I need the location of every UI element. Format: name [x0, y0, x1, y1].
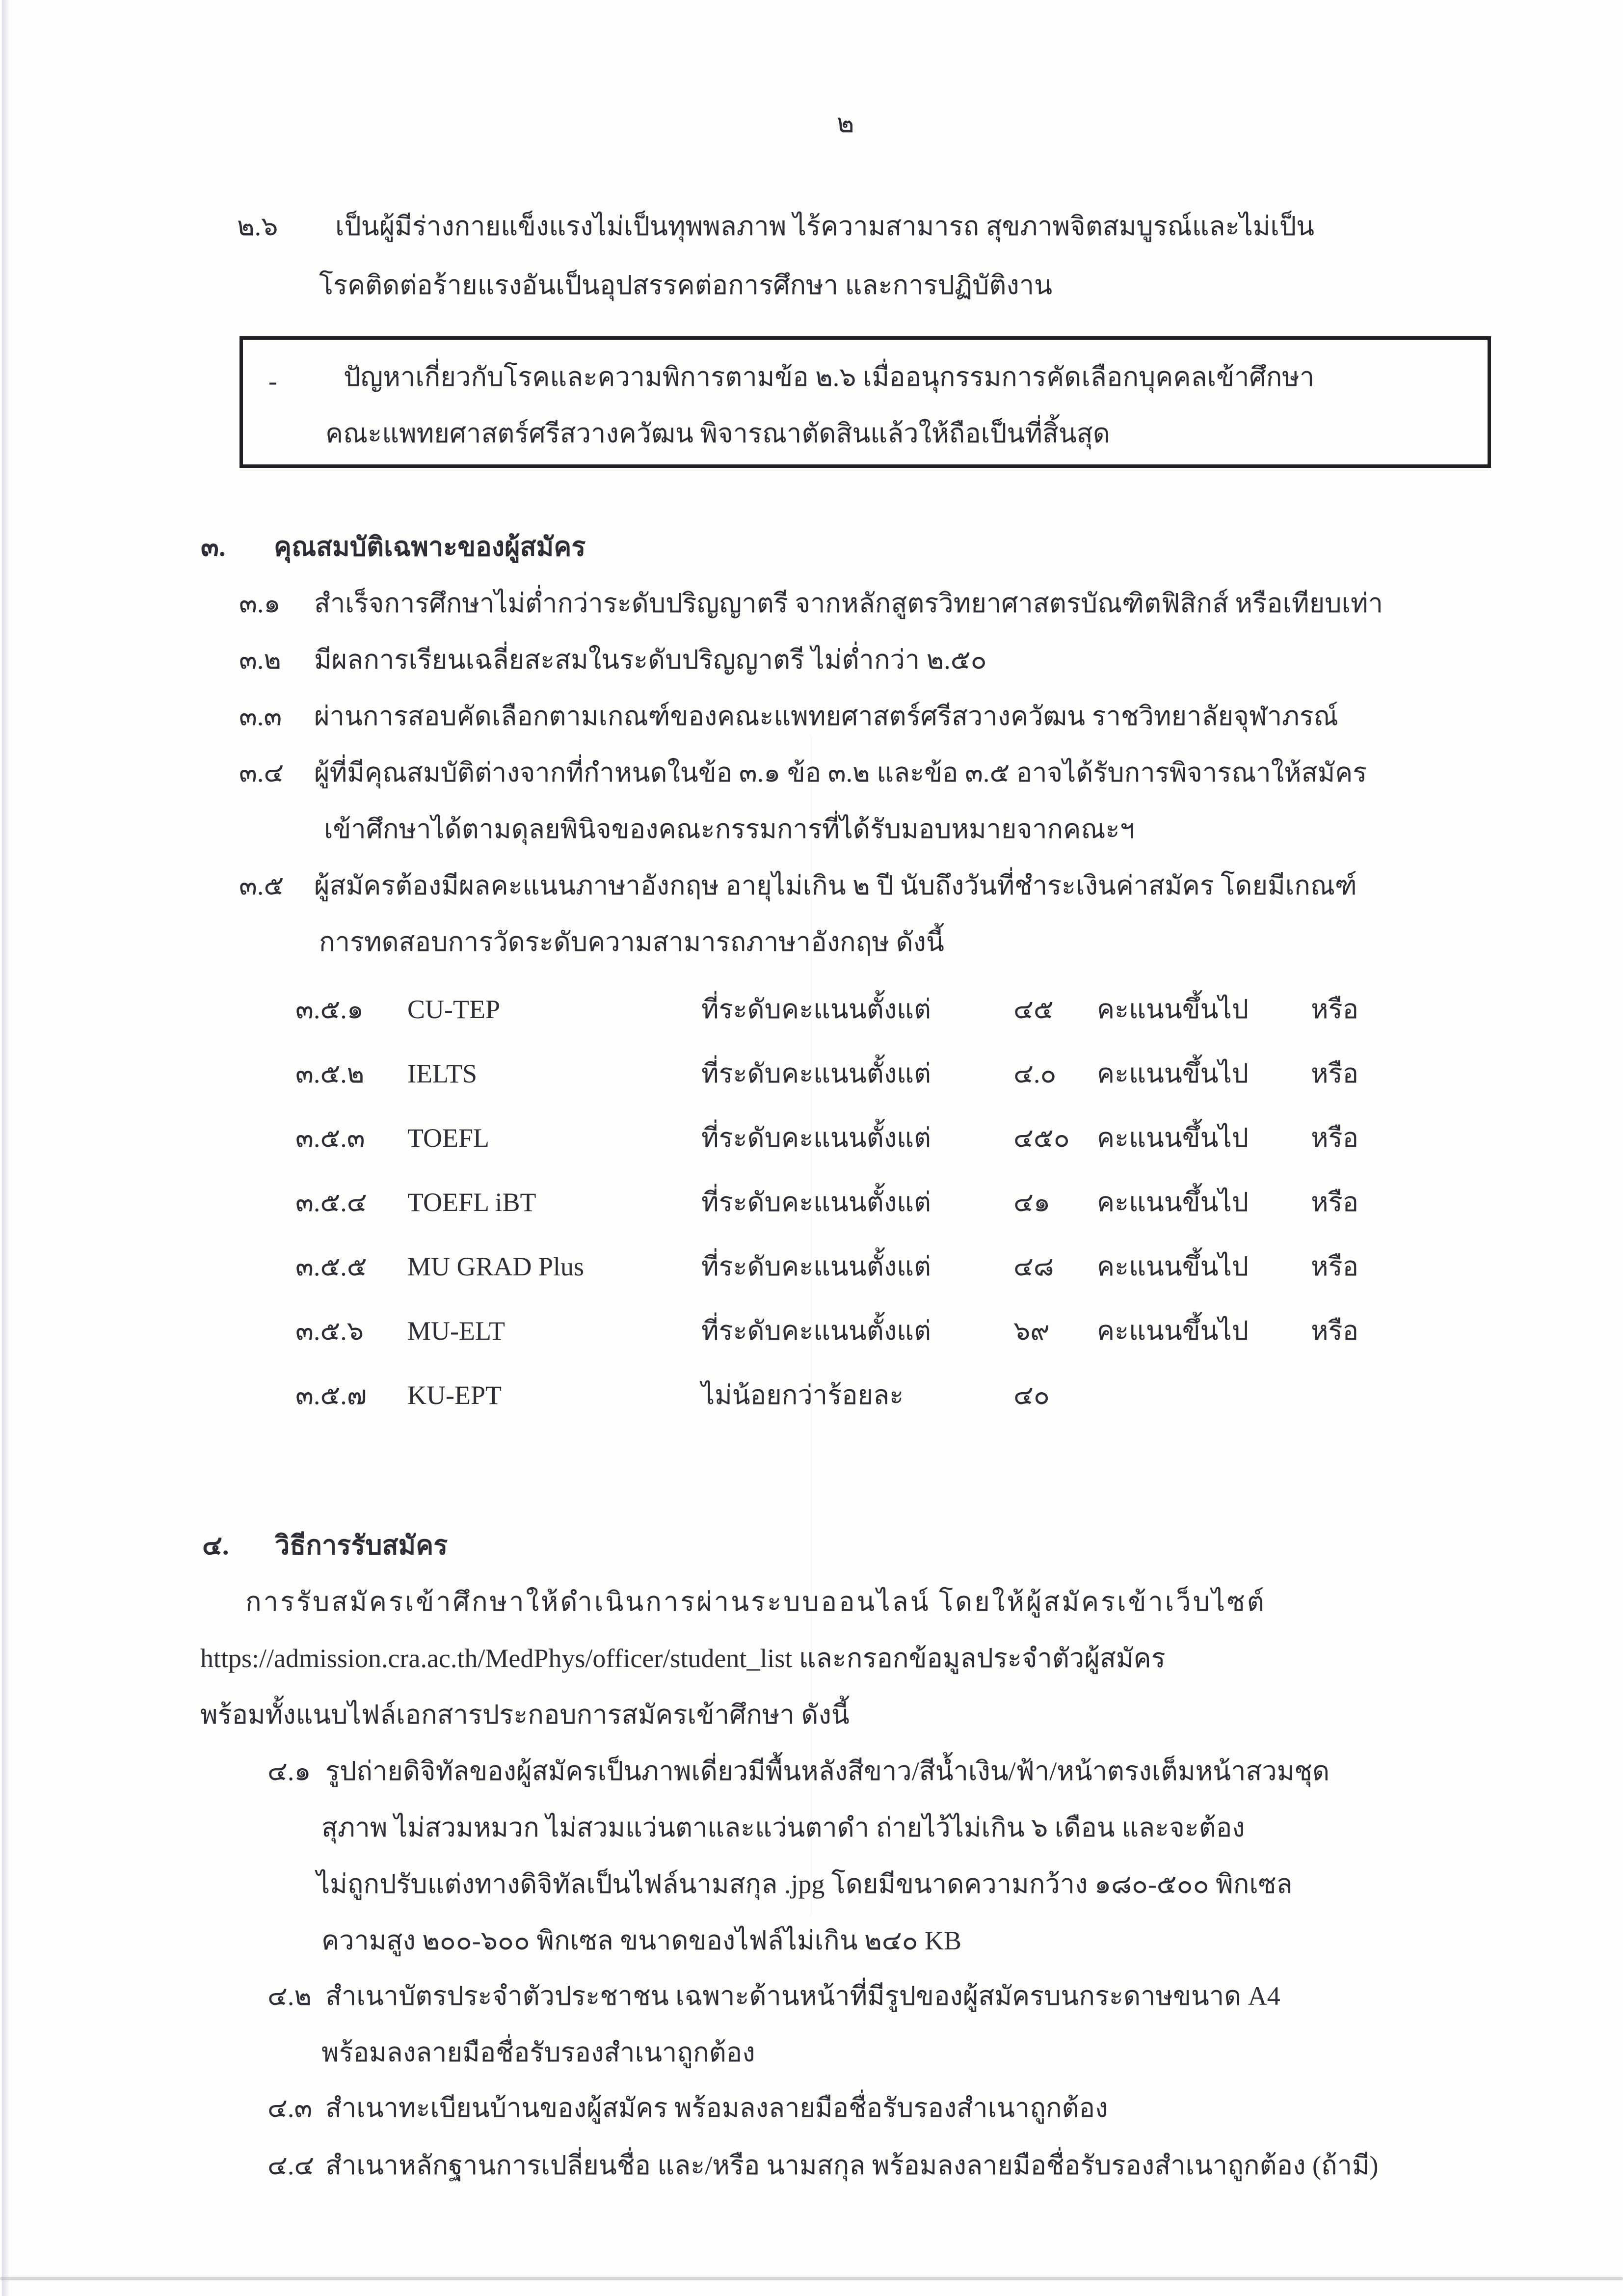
item-2-6-number: ๒.๖	[237, 212, 278, 241]
test-condition: ที่ระดับคะแนนตั้งแต่	[701, 1188, 931, 1217]
test-suffix: คะแนนขึ้นไป	[1097, 995, 1249, 1024]
item-3-5-line2: การทดสอบการวัดระดับความสามารถภาษาอังกฤษ ดังนี้	[319, 927, 944, 957]
item-3-3-text: ผ่านการสอบคัดเลือกตามเกณฑ์ของคณะแพทยศาสตร์ศรีสวางควัฒน ราชวิทยาลัยจุฬาภรณ์	[314, 702, 1338, 731]
test-row-cu-tep	[0, 992, 1623, 1046]
test-condition: ที่ระดับคะแนนตั้งแต่	[701, 1059, 931, 1088]
test-row-number: ๓.๕.๕	[295, 1252, 367, 1281]
item-4-1-line3: ไม่ถูกปรับแต่งทางดิจิทัลเป็นไฟล์นามสกุล .jpg โดยมีขนาดความกว้าง ๑๘๐-๕๐๐ พิกเซล	[317, 1869, 1293, 1899]
test-row-ielts	[0, 1056, 1623, 1110]
test-name: TOEFL iBT	[407, 1188, 536, 1217]
test-condition: ไม่น้อยกว่าร้อยละ	[701, 1380, 904, 1410]
item-4-4-number: ๔.๔	[267, 2151, 315, 2180]
item-4-1-line2: สุภาพ ไม่สวมหมวก ไม่สวมแว่นตาและแว่นตาดำ ถ่ายไว้ไม่เกิน ๖ เดือน และจะต้อง	[321, 1813, 1245, 1842]
test-row-number: ๓.๕.๔	[295, 1188, 367, 1217]
test-or: หรือ	[1311, 1316, 1359, 1346]
item-4-1-text1: รูปถ่ายดิจิทัลของผู้สมัครเป็นภาพเดี่ยวมีพื้นหลังสีขาว/สีน้ำเงิน/ฟ้า/หน้าตรงเต็มหน้าสวมชุด	[325, 1756, 1330, 1786]
item-4-4-text: สำเนาหลักฐานการเปลี่ยนชื่อ และ/หรือ นามสกุล พร้อมลงลายมือชื่อรับรองสำเนาถูกต้อง (ถ้ามี)	[325, 2151, 1379, 2180]
test-suffix: คะแนนขึ้นไป	[1097, 1188, 1249, 1217]
item-3-2	[239, 642, 987, 678]
item-2-6-text1: เป็นผู้มีร่างกายแข็งแรงไม่เป็นทุพพลภาพ ไร้ความสามารถ สุขภาพจิตสมบูรณ์และไม่เป็น	[335, 212, 1315, 241]
test-score: ๔.๐	[1013, 1059, 1057, 1088]
item-4-2-line1	[267, 1978, 1280, 2014]
item-4-4	[267, 2148, 1379, 2184]
item-3-4-text1: ผู้ที่มีคุณสมบัติต่างจากที่กำหนดในข้อ ๓.๑ ข้อ ๓.๒ และข้อ ๓.๕ อาจได้รับการพิจารณาให้สมัคร	[314, 758, 1367, 787]
test-name: CU-TEP	[407, 995, 500, 1024]
test-row-number: ๓.๕.๒	[295, 1059, 365, 1088]
item-4-1-number: ๔.๑	[267, 1756, 311, 1786]
section-4-heading	[202, 1528, 448, 1564]
item-4-2-text1: สำเนาบัตรประจำตัวประชาชน เฉพาะด้านหน้าที่มีรูปของผู้สมัครบนกระดาษขนาด A4	[325, 1981, 1280, 2011]
item-3-3-number: ๓.๓	[239, 702, 282, 731]
item-3-5-text1: ผู้สมัครต้องมีผลคะแนนภาษาอังกฤษ อายุไม่เกิน ๒ ปี นับถึงวันที่ชำระเงินค่าสมัคร โดยมีเกณฑ์	[314, 871, 1357, 900]
item-3-3	[239, 699, 1338, 734]
note-box	[239, 336, 1491, 468]
section-4-intro-line1: การรับสมัครเข้าศึกษาให้ดำเนินการผ่านระบบออนไลน์ โดยให้ผู้สมัครเข้าเว็บไซต์	[245, 1587, 1266, 1617]
item-4-3-number: ๔.๓	[267, 2093, 313, 2123]
test-name: KU-EPT	[407, 1380, 502, 1410]
test-suffix: คะแนนขึ้นไป	[1097, 1123, 1249, 1153]
test-row-ku-ept	[0, 1378, 1623, 1432]
test-name: TOEFL	[407, 1123, 490, 1153]
note-box-line1: ปัญหาเกี่ยวกับโรคและความพิการตามข้อ ๒.๖ เมื่ออนุกรรมการคัดเลือกบุคคลเข้าศึกษา	[344, 362, 1315, 392]
item-4-1-line4: ความสูง ๒๐๐-๖๐๐ พิกเซล ขนาดของไฟล์ไม่เกิน ๒๔๐ KB	[321, 1926, 962, 1955]
test-score: ๔๕	[1013, 995, 1054, 1024]
item-3-1	[239, 586, 1383, 621]
test-suffix: คะแนนขึ้นไป	[1097, 1316, 1249, 1346]
test-suffix: คะแนนขึ้นไป	[1097, 1059, 1249, 1088]
test-row-mu-grad-plus	[0, 1249, 1623, 1303]
section-3-title: คุณสมบัติเฉพาะของผู้สมัคร	[274, 532, 586, 562]
item-3-1-number: ๓.๑	[239, 589, 281, 618]
test-condition: ที่ระดับคะแนนตั้งแต่	[701, 1252, 931, 1281]
item-4-2-line2: พร้อมลงลายมือชื่อรับรองสำเนาถูกต้อง	[321, 2038, 755, 2067]
item-4-2-number: ๔.๒	[267, 1981, 312, 2011]
item-3-4-line2: เข้าศึกษาได้ตามดุลยพินิจของคณะกรรมการที่ได้รับมอบหมายจากคณะฯ	[324, 814, 1135, 844]
test-or: หรือ	[1311, 1123, 1359, 1153]
application-url: https://admission.cra.ac.th/MedPhys/officer/student_list	[200, 1644, 793, 1673]
test-condition: ที่ระดับคะแนนตั้งแต่	[701, 995, 931, 1024]
item-3-4-line1	[239, 755, 1367, 791]
item-3-2-number: ๓.๒	[239, 645, 282, 675]
test-row-toefl	[0, 1120, 1623, 1174]
test-name: IELTS	[407, 1059, 478, 1088]
test-score: ๔๑	[1013, 1188, 1051, 1217]
note-box-dash: -	[268, 366, 277, 396]
test-row-number: ๓.๕.๓	[295, 1123, 365, 1153]
test-suffix: คะแนนขึ้นไป	[1097, 1252, 1249, 1281]
test-score: ๔๐	[1013, 1380, 1050, 1410]
test-or: หรือ	[1311, 1188, 1359, 1217]
test-name: MU GRAD Plus	[407, 1252, 585, 1281]
section-3-number: ๓.	[201, 532, 226, 562]
test-row-number: ๓.๕.๗	[295, 1380, 367, 1410]
item-3-1-text: สำเร็จการศึกษาไม่ต่ำกว่าระดับปริญญาตรี จากหลักสูตรวิทยาศาสตรบัณฑิตฟิสิกส์ หรือเทียบเท่า	[314, 589, 1383, 618]
page-number: ๒	[837, 108, 854, 138]
item-4-3-text: สำเนาทะเบียนบ้านของผู้สมัคร พร้อมลงลายมือชื่อรับรองสำเนาถูกต้อง	[325, 2093, 1108, 2123]
item-2-6-line2: โรคติดต่อร้ายแรงอันเป็นอุปสรรคต่อการศึกษา และการปฏิบัติงาน	[319, 270, 1053, 300]
item-2-6-line1	[237, 209, 1314, 244]
section-4-intro-line3: พร้อมทั้งแนบไฟล์เอกสารประกอบการสมัครเข้าศึกษา ดังนี้	[200, 1700, 850, 1729]
test-score: ๔๘	[1013, 1252, 1054, 1281]
test-or: หรือ	[1311, 995, 1359, 1024]
test-condition: ที่ระดับคะแนนตั้งแต่	[701, 1123, 931, 1153]
test-row-number: ๓.๕.๖	[295, 1316, 364, 1346]
test-or: หรือ	[1311, 1059, 1359, 1088]
test-row-toefl-ibt	[0, 1185, 1623, 1239]
test-row-number: ๓.๕.๑	[295, 995, 364, 1024]
section-4-title: วิธีการรับสมัคร	[275, 1531, 448, 1560]
item-3-4-number: ๓.๔	[239, 758, 284, 787]
scan-line-bottom	[0, 2277, 1623, 2280]
test-name: MU-ELT	[407, 1316, 505, 1346]
item-4-3	[267, 2090, 1108, 2126]
section-3-heading	[201, 529, 585, 565]
section-4-intro-line2	[200, 1641, 1166, 1676]
note-box-line2: คณะแพทยศาสตร์ศรีสวางควัฒน พิจารณาตัดสินแล้วให้ถือเป็นที่สิ้นสุด	[325, 419, 1110, 448]
item-4-1-line1	[267, 1754, 1330, 1789]
test-score: ๖๙	[1013, 1316, 1050, 1346]
test-score: ๔๕๐	[1013, 1123, 1070, 1153]
test-condition: ที่ระดับคะแนนตั้งแต่	[701, 1316, 931, 1346]
test-row-mu-elt	[0, 1313, 1623, 1367]
item-3-5-number: ๓.๕	[239, 871, 284, 900]
test-or: หรือ	[1311, 1252, 1359, 1281]
section-4-number: ๔.	[202, 1531, 229, 1560]
section-4-intro-line2-rest: และกรอกข้อมูลประจำตัวผู้สมัคร	[798, 1644, 1166, 1673]
item-3-5-line1	[239, 868, 1357, 904]
item-3-2-text: มีผลการเรียนเฉลี่ยสะสมในระดับปริญญาตรี ไม่ต่ำกว่า ๒.๕๐	[314, 645, 987, 675]
